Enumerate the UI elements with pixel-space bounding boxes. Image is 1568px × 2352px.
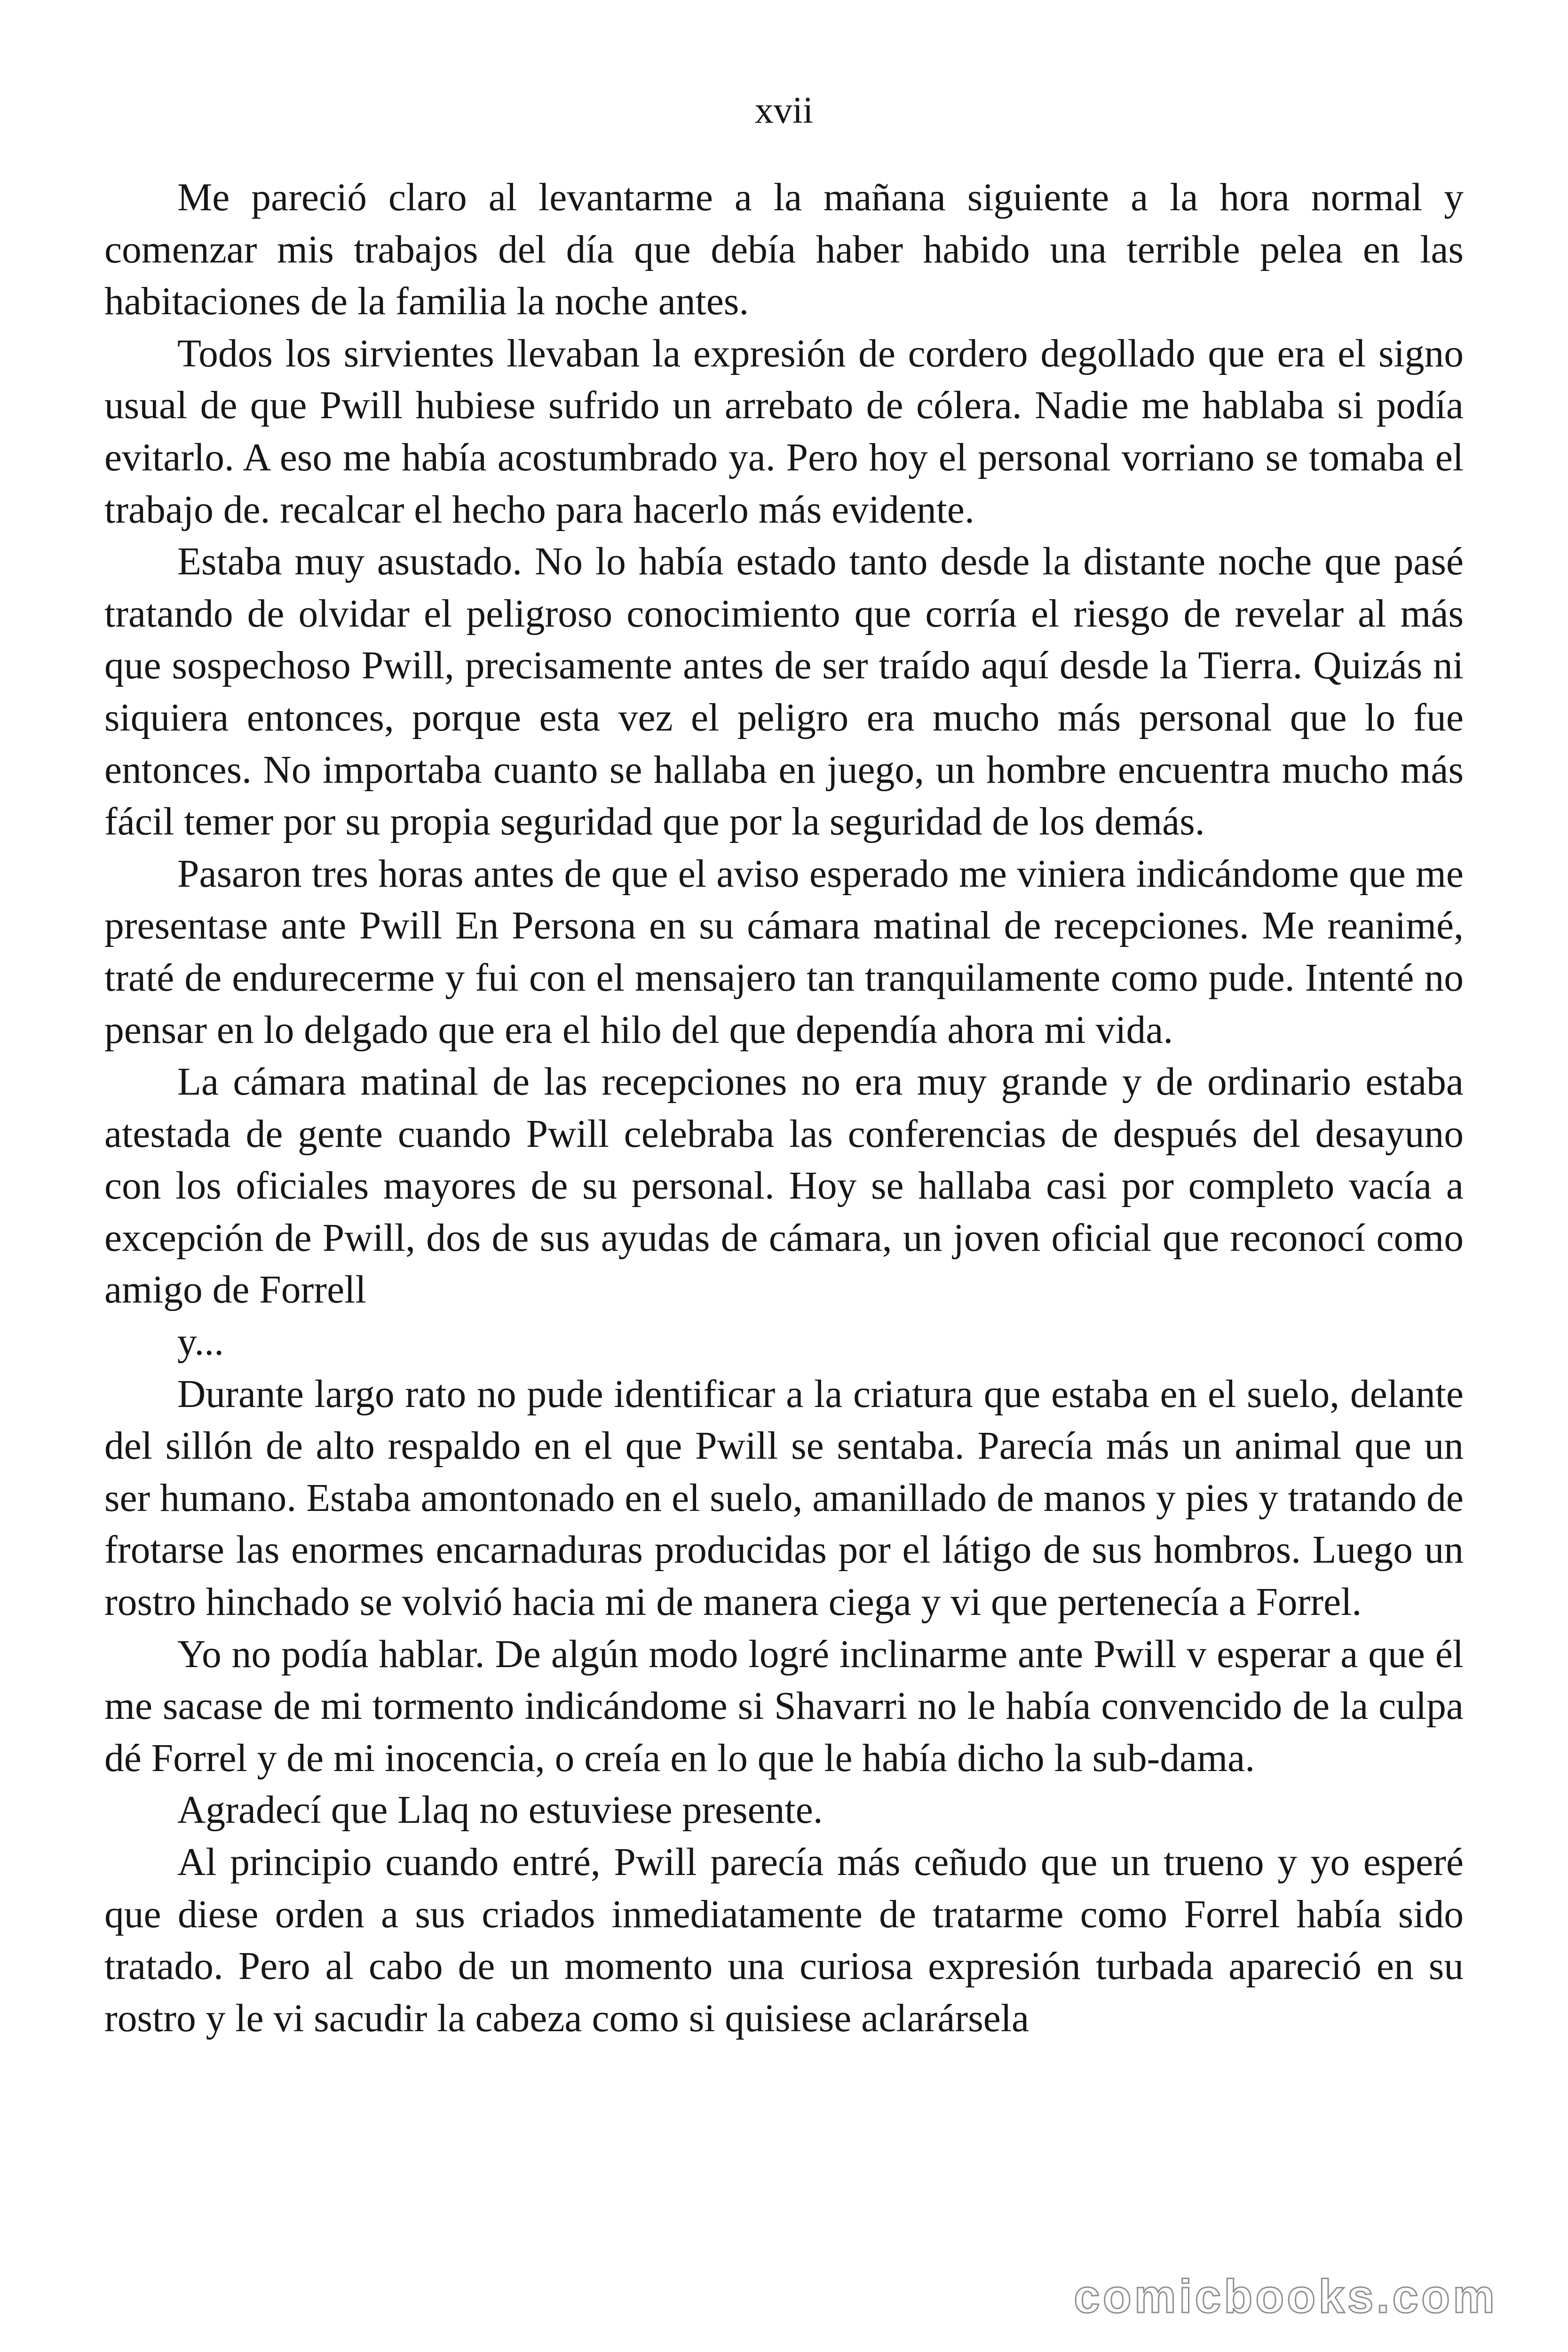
paragraph: Al principio cuando entré, Pwill parecía más ceñudo que un trueno y yo esperé que diese orden a sus criados inmediatamente de tratarme como Forrel había sido tratado. Pero al cabo de un momento una curiosa expresión turbada apareció en su rostro y le vi sacudir la cabeza como si quisiese aclarársela: [104, 1841, 1464, 2040]
paragraph: Agradecí que Llaq no estuviese presente.: [177, 1788, 823, 1832]
paragraph: y...: [177, 1320, 224, 1364]
paragraph: Todos los sirvientes llevaban la expresión de cordero degollado que era el signo usual de que Pwill hubiese sufrido un arrebato de cólera. Nadie me hablaba si podía evitarlo. A eso me había acostumbrado ya. Pero hoy el personal vorriano se tomaba el trabajo de. recalcar el hecho para hacerlo más evidente.: [104, 332, 1464, 532]
paragraph: Me pareció claro al levantarme a la mañana siguiente a la hora normal y comenzar mis trabajos del día que debía haber habido una terrible pelea en las habitaciones de la familia la noche antes.: [104, 176, 1464, 324]
paragraph: Pasaron tres horas antes de que el aviso esperado me viniera indicándome que me presentase ante Pwill En Persona en su cámara matinal de recepciones. Me reanimé, traté de endurecerme y fui con el mensajero tan tranquilamente como pude. Intenté no pensar en lo delgado que era el hilo del que dependía ahora mi vida.: [104, 852, 1464, 1052]
body-text: [104, 172, 1464, 2044]
paragraph: Estaba muy asustado. No lo había estado tanto desde la distante noche que pasé tratando de olvidar el peligroso conocimiento que corría el riesgo de revelar al más que sospechoso Pwill, precisamente antes de ser traído aquí desde la Tierra. Quizás ni siquiera entonces, porque esta vez el peligro era mucho más personal que lo fue entonces. No importaba cuanto se hallaba en juego, un hombre encuentra mucho más fácil temer por su propia seguridad que por la seguridad de los demás.: [104, 540, 1464, 844]
page-number: xvii: [754, 90, 814, 131]
paragraph: La cámara matinal de las recepciones no era muy grande y de ordinario estaba atestada de gente cuando Pwill celebraba las conferencias de después del desayuno con los oficiales mayores de su personal. Hoy se hallaba casi por completo vacía a excepción de Pwill, dos de sus ayudas de cámara, un joven oficial que reconocí como amigo de Forrell: [104, 1060, 1464, 1312]
watermark: comicbooks.com: [1074, 2270, 1497, 2323]
paragraph: Yo no podía hablar. De algún modo logré inclinarme ante Pwill v esperar a que él me sacase de mi tormento indicándome si Shavarri no le había convencido de la culpa dé Forrel y de mi inocencia, o creía en lo que le había dicho la sub-dama.: [104, 1632, 1464, 1780]
paragraph: Durante largo rato no pude identificar a la criatura que estaba en el suelo, delante del sillón de alto respaldo en el que Pwill se sentaba. Parecía más un animal que un ser humano. Estaba amontonado en el suelo, amanillado de manos y pies y tratando de frotarse las enormes encarnaduras producidas por el látigo de sus hombros. Luego un rostro hinchado se volvió hacia mi de manera ciega y vi que pertenecía a Forrel.: [104, 1372, 1464, 1624]
